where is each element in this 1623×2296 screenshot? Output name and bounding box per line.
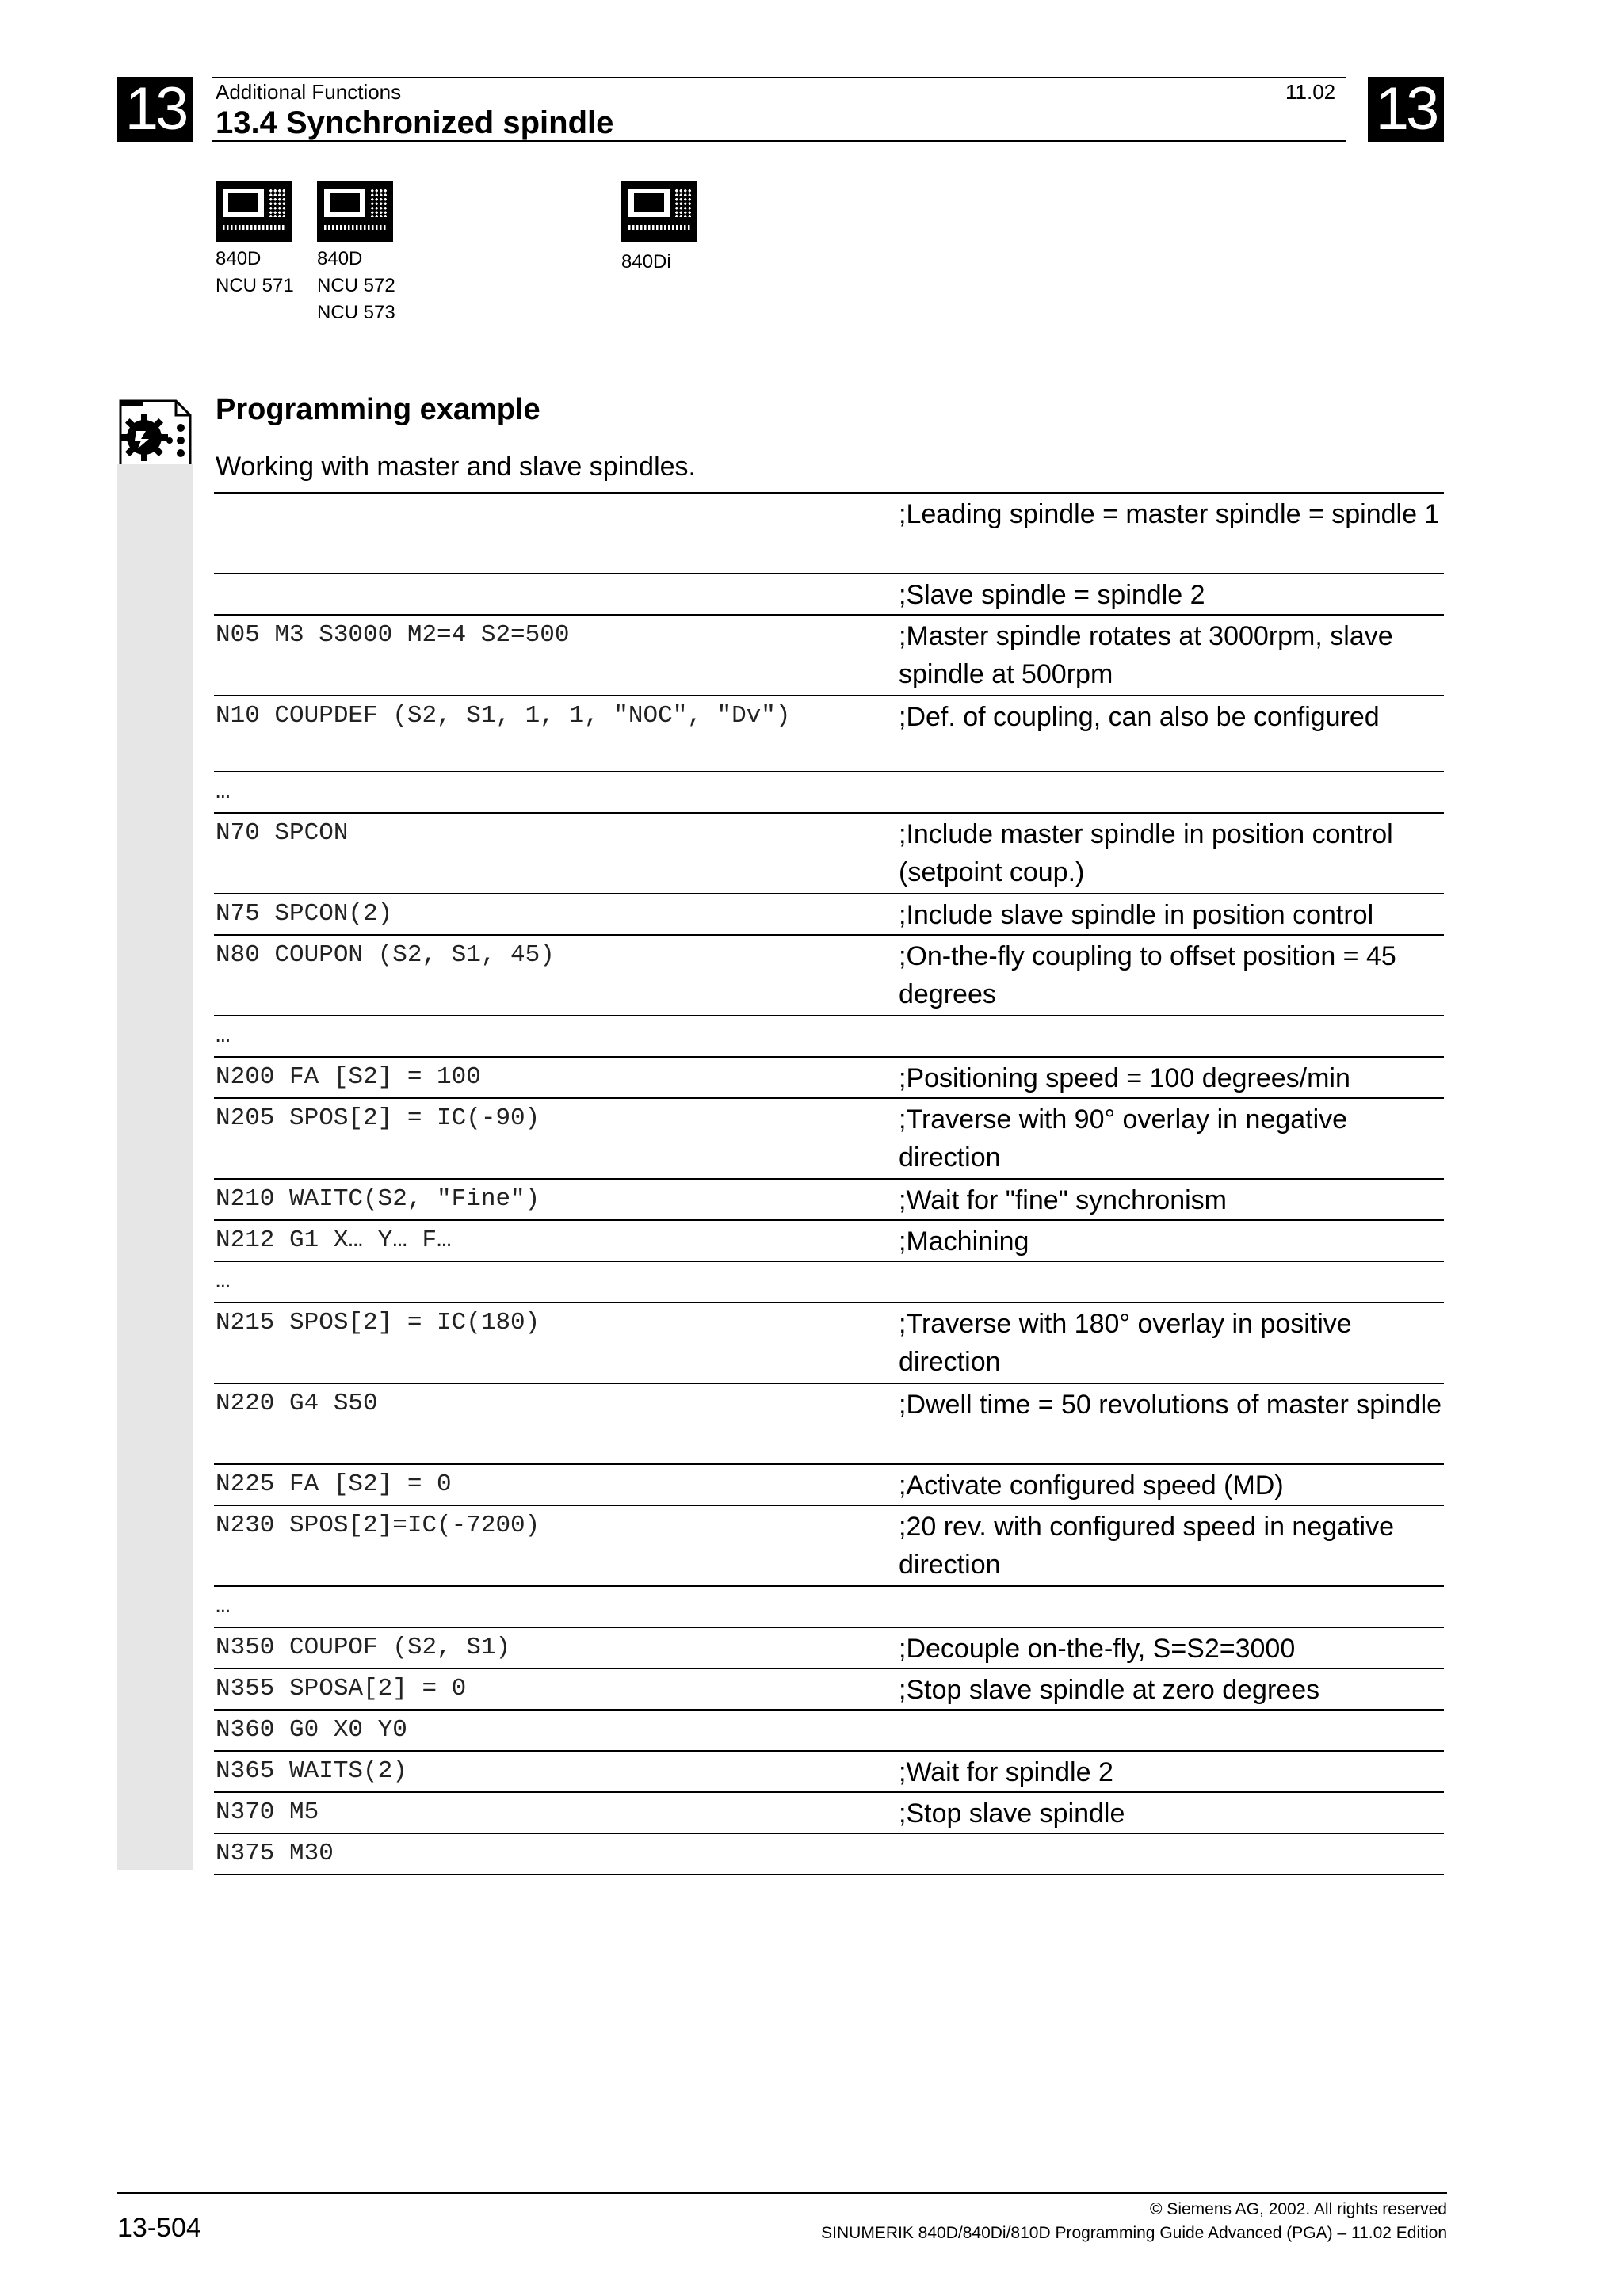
- program-row: N220 G4 S50 ;Dwell time = 50 revolutions of master spindle: [214, 1383, 1444, 1463]
- program-row: N360 G0 X0 Y0: [214, 1709, 1444, 1750]
- program-row: N215 SPOS[2] = IC(180) ;Traverse with 180° overlay in positive direction: [214, 1302, 1444, 1383]
- footer-rule: [117, 2192, 1447, 2194]
- program-row: ;Slave spindle = spindle 2: [214, 573, 1444, 614]
- control-panel-icon: [317, 181, 393, 242]
- intro-text: Working with master and slave spindles.: [216, 452, 696, 482]
- page-number: 13-504: [117, 2213, 201, 2243]
- chapter-number-right: 13: [1368, 77, 1444, 142]
- copyright-notice: © Siemens AG, 2002. All rights reserved: [1150, 2200, 1447, 2218]
- program-row: …: [214, 1015, 1444, 1056]
- program-row: N205 SPOS[2] = IC(-90) ;Traverse with 90° overlay in negative direction: [214, 1097, 1444, 1178]
- program-row: ;Leading spindle = master spindle = spindle 1: [214, 492, 1444, 573]
- program-row: N225 FA [S2] = 0 ;Activate configured speed (MD): [214, 1463, 1444, 1505]
- program-row: N210 WAITC(S2, "Fine") ;Wait for "fine" synchronism: [214, 1178, 1444, 1219]
- program-row: N70 SPCON ;Include master spindle in position control (setpoint coup.): [214, 812, 1444, 893]
- header-top-rule: [212, 77, 1346, 78]
- program-row: N212 G1 X… Y… F… ;Machining: [214, 1219, 1444, 1261]
- program-row: N05 M3 S3000 M2=4 S2=500 ;Master spindle rotates at 3000rpm, slave spindle at 500rpm: [214, 614, 1444, 695]
- control-panel-icon: [216, 181, 292, 242]
- header-bottom-rule: [212, 140, 1346, 142]
- program-row: N365 WAITS(2) ;Wait for spindle 2: [214, 1750, 1444, 1791]
- program-row: N80 COUPON (S2, S1, 45) ;On-the-fly coupling to offset position = 45 degrees: [214, 934, 1444, 1015]
- section-title: Programming example: [216, 393, 540, 426]
- page-title: 13.4 Synchronized spindle: [216, 105, 614, 140]
- control-label-ncu571: 840D NCU 571: [216, 248, 294, 296]
- margin-bar: [117, 396, 193, 1870]
- control-panel-icon: [621, 181, 697, 242]
- control-label-ncu572-573: 840D NCU 572 NCU 573: [317, 248, 395, 323]
- programming-example-icon: [117, 396, 193, 464]
- program-row: N375 M30: [214, 1833, 1444, 1875]
- program-row: N370 M5 ;Stop slave spindle: [214, 1791, 1444, 1833]
- program-row: N75 SPCON(2) ;Include slave spindle in position control: [214, 893, 1444, 934]
- program-row: N230 SPOS[2]=IC(-7200) ;20 rev. with configured speed in negative direction: [214, 1505, 1444, 1585]
- control-label-840di: 840Di: [621, 251, 671, 273]
- program-row: N350 COUPOF (S2, S1) ;Decouple on-the-fly, S=S2=3000: [214, 1627, 1444, 1668]
- chapter-number-left: 13: [117, 77, 193, 142]
- program-row: N10 COUPDEF (S2, S1, 1, 1, "NOC", "Dv") ;Def. of coupling, can also be configured: [214, 695, 1444, 771]
- program-row: …: [214, 1261, 1444, 1302]
- header-section-label: Additional Functions: [216, 80, 402, 104]
- publication-title: SINUMERIK 840D/840Di/810D Programming Guide Advanced (PGA) – 11.02 Edition: [821, 2224, 1447, 2242]
- header-date: 11.02: [1285, 80, 1336, 104]
- program-row: …: [214, 771, 1444, 812]
- program-row: N355 SPOSA[2] = 0 ;Stop slave spindle at zero degrees: [214, 1668, 1444, 1709]
- program-row: N200 FA [S2] = 100 ;Positioning speed = 100 degrees/min: [214, 1056, 1444, 1097]
- program-row: …: [214, 1585, 1444, 1627]
